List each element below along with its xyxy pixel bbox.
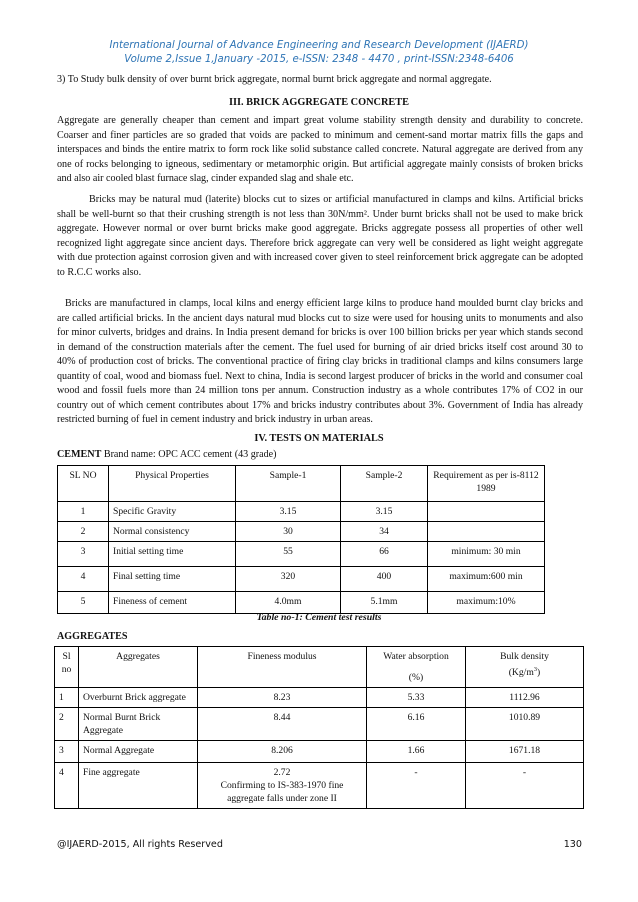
table-cell: Normal Aggregate: [79, 741, 198, 763]
table-header-cell: Fineness modulus: [198, 647, 367, 688]
table-header-cell: Aggregates: [79, 647, 198, 688]
table-cell: 1: [58, 502, 109, 522]
table-cell: 1: [55, 688, 79, 708]
page-number: 130: [563, 839, 582, 850]
table-cell: 5.33: [367, 688, 466, 708]
table-header-cell: [367, 647, 466, 688]
table-header-cell: [466, 647, 584, 688]
table-cell: [428, 522, 545, 542]
table-cell: maximum:600 min: [428, 567, 545, 592]
table-row: [58, 592, 545, 614]
table-cell: 4: [55, 763, 79, 809]
table-cell: maximum:10%: [428, 592, 545, 614]
section-3-paragraph-1: Aggregate are generally cheaper than cement and impart great volume stability strength density and durability to concrete. Coarser and finer particles are so graded that voids are packed to minimum and cement-sand mortar matrix fills the gaps and interspaces and binds the entire matrix to form rock like solid substance called concrete. Natural aggregate are derived from any one of rocks belonging to igneous, sedimentary or metamorphic origin. But artificial aggregate mainly consists of broken bricks and also air cooled blast furnace slag, cinder expanded slag and shale etc.: [57, 115, 583, 184]
table-header-cell: Requirement as per is-8112 1989: [428, 466, 545, 502]
table-row: [55, 688, 584, 708]
table-cell: Fine aggregate: [79, 763, 198, 809]
table-cell: Fineness of cement: [109, 592, 236, 614]
section-3-paragraph-2: Bricks may be natural mud (laterite) blocks cut to sizes or artificial manufactured in clamps and kilns. Artificial bricks shall be well-burnt so that their crushing strength is not less than 30N/mm². Under burnt bricks shall not be used to make brick aggregate. However normal or over burnt bricks make good aggregate. Bricks aggregate possess all properties of other well recognized light aggregate since ancient days. Therefore brick aggregate can very well be considered as light weight aggregate with due protection against corrosion given and with increased cover given to steel reinforcement brick aggregate can be adopted to R.C.C works also.: [57, 194, 583, 278]
table-cell: 66: [341, 542, 428, 567]
table-cell: minimum: 30 min: [428, 542, 545, 567]
table-cell: -: [367, 763, 466, 809]
table-cell: 5: [58, 592, 109, 614]
table-cell: Overburnt Brick aggregate: [79, 688, 198, 708]
table-row: [58, 522, 545, 542]
table-cell: 4: [58, 567, 109, 592]
bulk-unit-pre: (Kg/m: [508, 667, 534, 679]
section-4-title: IV. TESTS ON MATERIALS: [254, 433, 384, 444]
table-cell: 3: [55, 741, 79, 763]
fineness-value: 2.72: [273, 767, 291, 778]
water-absorption-unit: (%): [408, 672, 424, 683]
table-cell: 3.15: [236, 502, 341, 522]
table-cell: 8.23: [198, 688, 367, 708]
table-cell: Normal consistency: [109, 522, 236, 542]
cement-label: CEMENT: [57, 449, 102, 460]
table-cell: 320: [236, 567, 341, 592]
table-cell: [428, 502, 545, 522]
table-cell: 8.44: [198, 708, 367, 741]
bulk-unit-post: ): [537, 667, 541, 679]
bulk-density-label: Bulk density: [500, 651, 549, 662]
footer-copyright: @IJAERD-2015, All rights Reserved: [57, 839, 223, 850]
table-row: [55, 708, 584, 741]
table-header-cell: Sample-2: [341, 466, 428, 502]
table-cell: 400: [341, 567, 428, 592]
aggregates-table: [54, 646, 584, 809]
table-cell: [198, 763, 367, 809]
fineness-note: Confirming to IS-383-1970 fine aggregate falls under zone II: [220, 780, 344, 804]
table-row: [58, 542, 545, 567]
table-cell: 2: [58, 522, 109, 542]
cement-brand-line: [57, 449, 277, 460]
table-cell: 1010.89: [466, 708, 584, 741]
water-absorption-label: Water absorption: [383, 651, 449, 662]
table-header-cell: SL NO: [58, 466, 109, 502]
cement-test-table: [57, 465, 545, 614]
bulk-density-unit: [470, 663, 579, 679]
table-cell: Final setting time: [109, 567, 236, 592]
table-cell: 30: [236, 522, 341, 542]
section-3-paragraph-3: Bricks are manufactured in clamps, local kilns and energy efficient large kilns to produce hand moulded burnt clay bricks and are called artificial bricks. In the ancient days natural mud blocks cut to size were used for housing units to monuments and also for minor culverts, bridges and drains. In India present demand for bricks is over 100 billion bricks per year which stands second in demand of the construction materials after the cement. The fuel used for burning of air dried bricks itself cost around 30 to 40% of production cost of bricks. The conventional practice of firing clay bricks in traditional clamps and kilns consumers large quantity of coal, wood and biomass fuel. Next to china, India is second largest producer of bricks in the world and consumer coal wood and fossil fuels more than 24 million tons per annum. Construction industry as a whole contributes 17% of CO2 in our country out of which cement contributes about 17% and bricks industry contributes about 3%. Government of India has already restricted burning of fuel in cement industry and brick industry in urban areas.: [57, 298, 583, 425]
table-cell: 1671.18: [466, 741, 584, 763]
table-row: [58, 502, 545, 522]
table-cell: 6.16: [367, 708, 466, 741]
table-cell: Initial setting time: [109, 542, 236, 567]
table-header-row: [58, 466, 545, 502]
journal-title: International Journal of Advance Engineering and Research Development (IJAERD): [109, 40, 529, 51]
journal-volume-info: Volume 2,Issue 1,January -2015, e-ISSN: 2348 - 4470 , print-ISSN:2348-6406: [124, 54, 514, 65]
table-cell: 1112.96: [466, 688, 584, 708]
table-header-cell: Sample-1: [236, 466, 341, 502]
table-cell: 1.66: [367, 741, 466, 763]
cement-brand: Brand name: OPC ACC cement (43 grade): [101, 449, 277, 460]
table-row: [55, 741, 584, 763]
table-cell: 8.206: [198, 741, 367, 763]
table-header-cell: Physical Properties: [109, 466, 236, 502]
table-cell: Specific Gravity: [109, 502, 236, 522]
table-cell: 4.0mm: [236, 592, 341, 614]
table-cell: 55: [236, 542, 341, 567]
table-cell: 3.15: [341, 502, 428, 522]
bulk-unit-sup: 3: [533, 666, 538, 673]
table-cell: 34: [341, 522, 428, 542]
table-cell: 3: [58, 542, 109, 567]
table-row: [55, 763, 584, 809]
table-cell: 5.1mm: [341, 592, 428, 614]
objective-3: 3) To Study bulk density of over burnt brick aggregate, normal burnt brick aggregate and normal aggregate.: [57, 74, 492, 85]
table-header-row: [55, 647, 584, 688]
table-1-caption: Table no-1: Cement test results: [256, 612, 382, 623]
aggregates-label: AGGREGATES: [57, 631, 128, 642]
table-cell: Normal Burnt Brick Aggregate: [79, 708, 198, 741]
section-3-title: III. BRICK AGGREGATE CONCRETE: [228, 97, 410, 108]
table-header-cell: Sl no: [55, 647, 79, 688]
table-row: [58, 567, 545, 592]
table-cell: -: [466, 763, 584, 809]
table-cell: 2: [55, 708, 79, 741]
